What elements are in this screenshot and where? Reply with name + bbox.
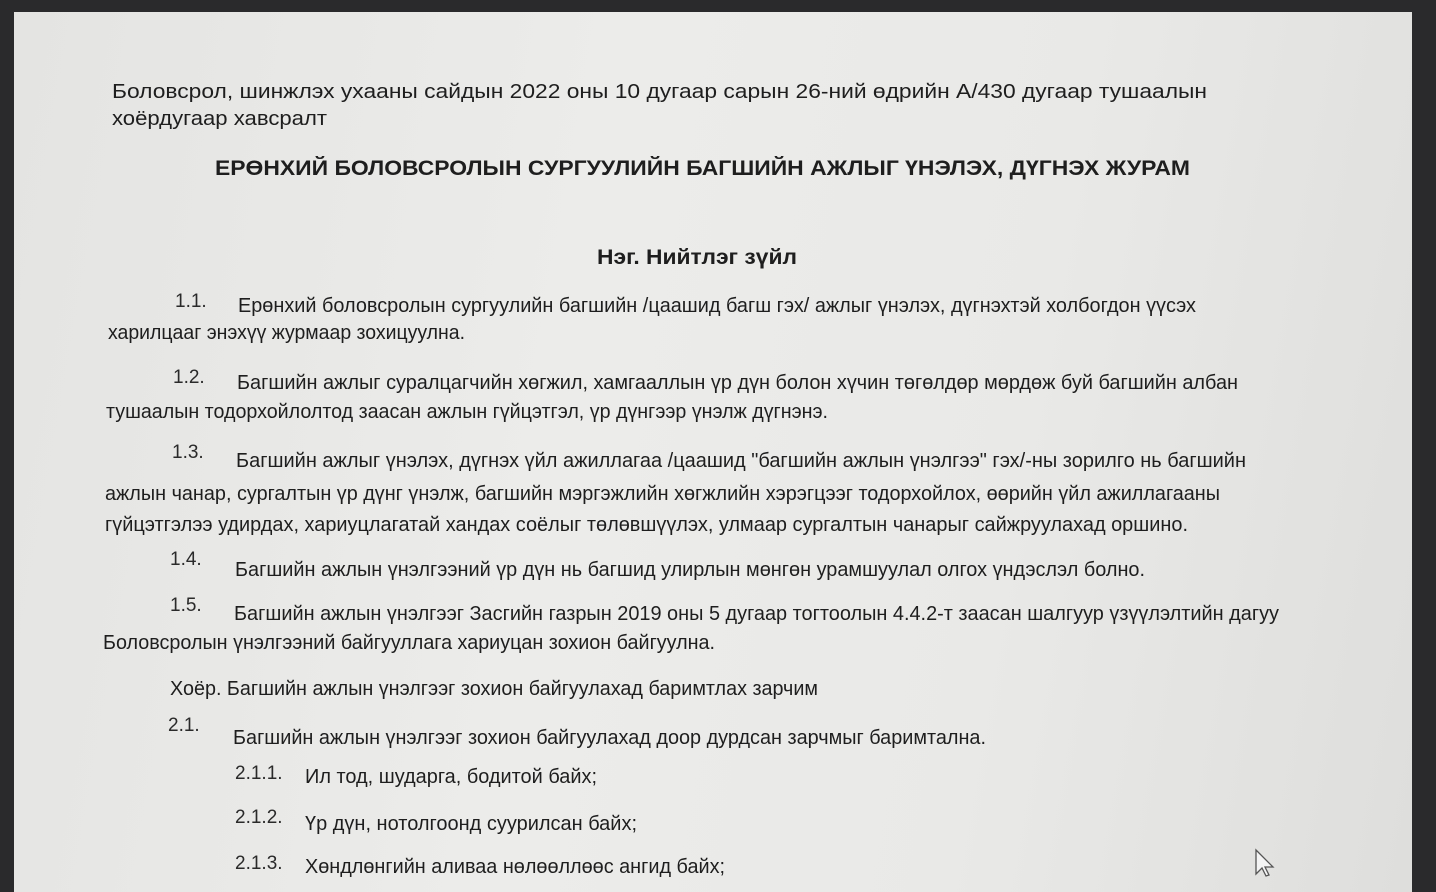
item-number: 1.3. (172, 442, 204, 463)
item-number: 2.1. (168, 715, 200, 736)
subitem-number: 2.1.3. (235, 853, 283, 874)
header-line: Боловсрол, шинжлэх ухааны сайдын 2022 оны 10 дугаар сарын 26-ний өдрийн А/430 дугаар тушаалын (112, 81, 1207, 103)
subitem-number: 2.1.1. (235, 763, 283, 784)
item-text: Багшийн ажлын үнэлгээг Засгийн газрын 2019 оны 5 дугаар тогтоолын 4.4.2-т заасан шалгуур үзүүлэлтийн дагуу (234, 603, 1279, 625)
item-text: Боловсролын үнэлгээний байгууллага хариуцан зохион байгуулна. (103, 632, 715, 654)
item-text: гүйцэтгэлээ удирдах, хариуцлагатай хандах соёлыг төлөвшүүлэх, улмаар сургалтын чанарыг сайжруулахад оршино. (105, 514, 1188, 536)
item-number: 1.4. (170, 549, 202, 570)
item-number: 1.1. (175, 291, 207, 312)
item-text: Багшийн ажлыг үнэлэх, дүгнэх үйл ажиллагаа /цаашид "багшийн ажлын үнэлгээ" гэх/-ны зорилго нь багшийн (236, 450, 1246, 472)
item-text: тушаалын тодорхойлолтод заасан ажлын гүйцэтгэл, үр дүнгээр үнэлж дүгнэнэ. (106, 401, 828, 423)
item-text: Багшийн ажлын үнэлгээг зохион байгуулахад доор дурдсан зарчмыг баримтална. (233, 727, 986, 749)
item-text: ажлын чанар, сургалтын үр дүнг үнэлж, багшийн мэргэжлийн хөгжлийн хэрэгцээг тодорхойлох, өөрийн үйл ажиллагааны (105, 483, 1220, 505)
item-number: 1.2. (173, 367, 205, 388)
subitem-number: 2.1.2. (235, 807, 283, 828)
item-text: Ерөнхий боловсролын сургуулийн багшийн /цаашид багш гэх/ ажлыг үнэлэх, дүгнэхтэй холбогдон үүсэх (238, 295, 1196, 317)
subitem-text: Хөндлөнгийн аливаа нөлөөллөөс ангид байх; (305, 856, 725, 878)
item-number: 1.5. (170, 595, 202, 616)
mouse-pointer-icon (1254, 848, 1280, 878)
subitem-text: Ил тод, шударга, бодитой байх; (305, 766, 597, 788)
subitem-text: Үр дүн, нотолгоонд суурилсан байх; (305, 813, 637, 835)
section-title: Хоёр. Багшийн ажлын үнэлгээг зохион байгуулахад баримтлах зарчим (170, 678, 818, 700)
header-line: хоёрдугаар хавсралт (112, 108, 327, 130)
item-text: Багшийн ажлын үнэлгээний үр дүн нь багшид улирлын мөнгөн урамшуулал олгох үндэслэл болно. (235, 559, 1145, 581)
item-text: Багшийн ажлыг суралцагчийн хөгжил, хамгааллын үр дүн болон хүчин төгөлдөр мөрдөж буй багшийн албан (237, 372, 1238, 394)
item-text: харилцааг энэхүү журмаар зохицуулна. (108, 322, 465, 344)
section-title: Нэг. Нийтлэг зүйл (597, 246, 797, 269)
document-title: ЕРӨНХИЙ БОЛОВСРОЛЫН СУРГУУЛИЙН БАГШИЙН АЖЛЫГ ҮНЭЛЭХ, ДҮГНЭХ ЖУРАМ (215, 157, 1190, 180)
